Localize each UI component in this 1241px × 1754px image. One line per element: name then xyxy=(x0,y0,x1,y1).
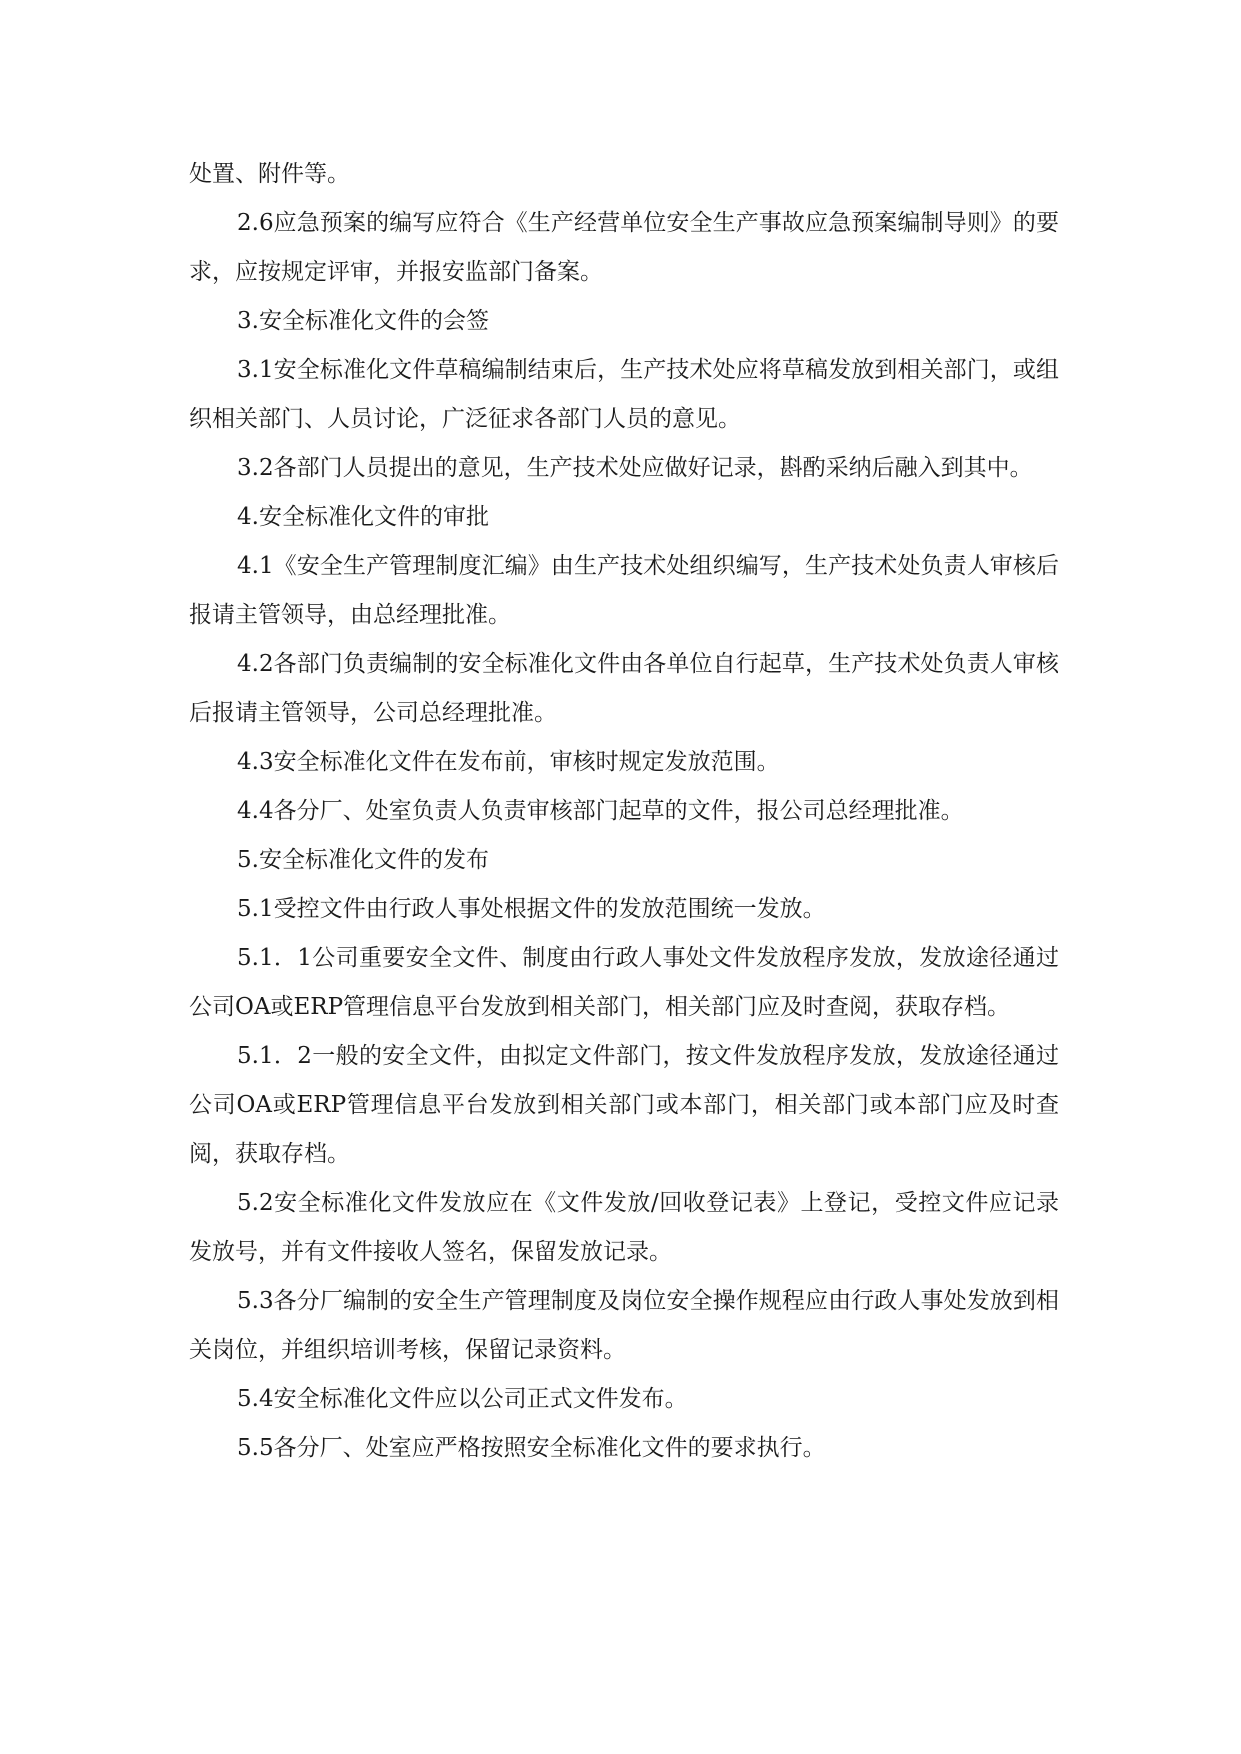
paragraph-2-6: 2.6应急预案的编写应符合《生产经营单位安全生产事故应急预案编制导则》的要求，应按规定评审，并报安监部门备案。 xyxy=(189,210,1059,285)
paragraph-5-4: 5.4安全标准化文件应以公司正式文件发布。 xyxy=(237,1386,688,1412)
paragraph-continuation: 处置、附件等。 xyxy=(189,161,350,187)
paragraph-3-2: 3.2各部门人员提出的意见，生产技术处应做好记录，斟酌采纳后融入到其中。 xyxy=(237,455,1033,481)
section-heading-5: 5.安全标准化文件的发布 xyxy=(237,847,489,873)
paragraph-5-1-2: 5.1．2一般的安全文件，由拟定文件部门，按文件发放程序发放，发放途径通过公司OA或ERP管理信息平台发放到相关部门或本部门，相关部门或本部门应及时查阅，获取存档。 xyxy=(189,1043,1059,1167)
section-heading-4: 4.安全标准化文件的审批 xyxy=(237,504,489,530)
paragraph-5-1: 5.1受控文件由行政人事处根据文件的发放范围统一发放。 xyxy=(237,896,826,922)
paragraph-4-4: 4.4各分厂、处室负责人负责审核部门起草的文件，报公司总经理批准。 xyxy=(237,798,964,824)
paragraph-5-5: 5.5各分厂、处室应严格按照安全标准化文件的要求执行。 xyxy=(237,1435,826,1461)
section-heading-3: 3.安全标准化文件的会签 xyxy=(237,308,489,334)
paragraph-4-1: 4.1《安全生产管理制度汇编》由生产技术处组织编写，生产技术处负责人审核后报请主管领导，由总经理批准。 xyxy=(189,553,1059,628)
paragraph-4-3: 4.3安全标准化文件在发布前，审核时规定发放范围。 xyxy=(237,749,780,775)
paragraph-5-2: 5.2安全标准化文件发放应在《文件发放/回收登记表》上登记，受控文件应记录发放号，并有文件接收人签名，保留发放记录。 xyxy=(189,1190,1059,1265)
document-body xyxy=(189,150,1059,1473)
paragraph-5-1-1: 5.1．1公司重要安全文件、制度由行政人事处文件发放程序发放，发放途径通过公司OA或ERP管理信息平台发放到相关部门，相关部门应及时查阅，获取存档。 xyxy=(189,945,1059,1020)
paragraph-5-3: 5.3各分厂编制的安全生产管理制度及岗位安全操作规程应由行政人事处发放到相关岗位，并组织培训考核，保留记录资料。 xyxy=(189,1288,1059,1363)
paragraph-3-1: 3.1安全标准化文件草稿编制结束后，生产技术处应将草稿发放到相关部门，或组织相关部门、人员讨论，广泛征求各部门人员的意见。 xyxy=(189,357,1059,432)
paragraph-4-2: 4.2各部门负责编制的安全标准化文件由各单位自行起草，生产技术处负责人审核后报请主管领导，公司总经理批准。 xyxy=(189,651,1059,726)
